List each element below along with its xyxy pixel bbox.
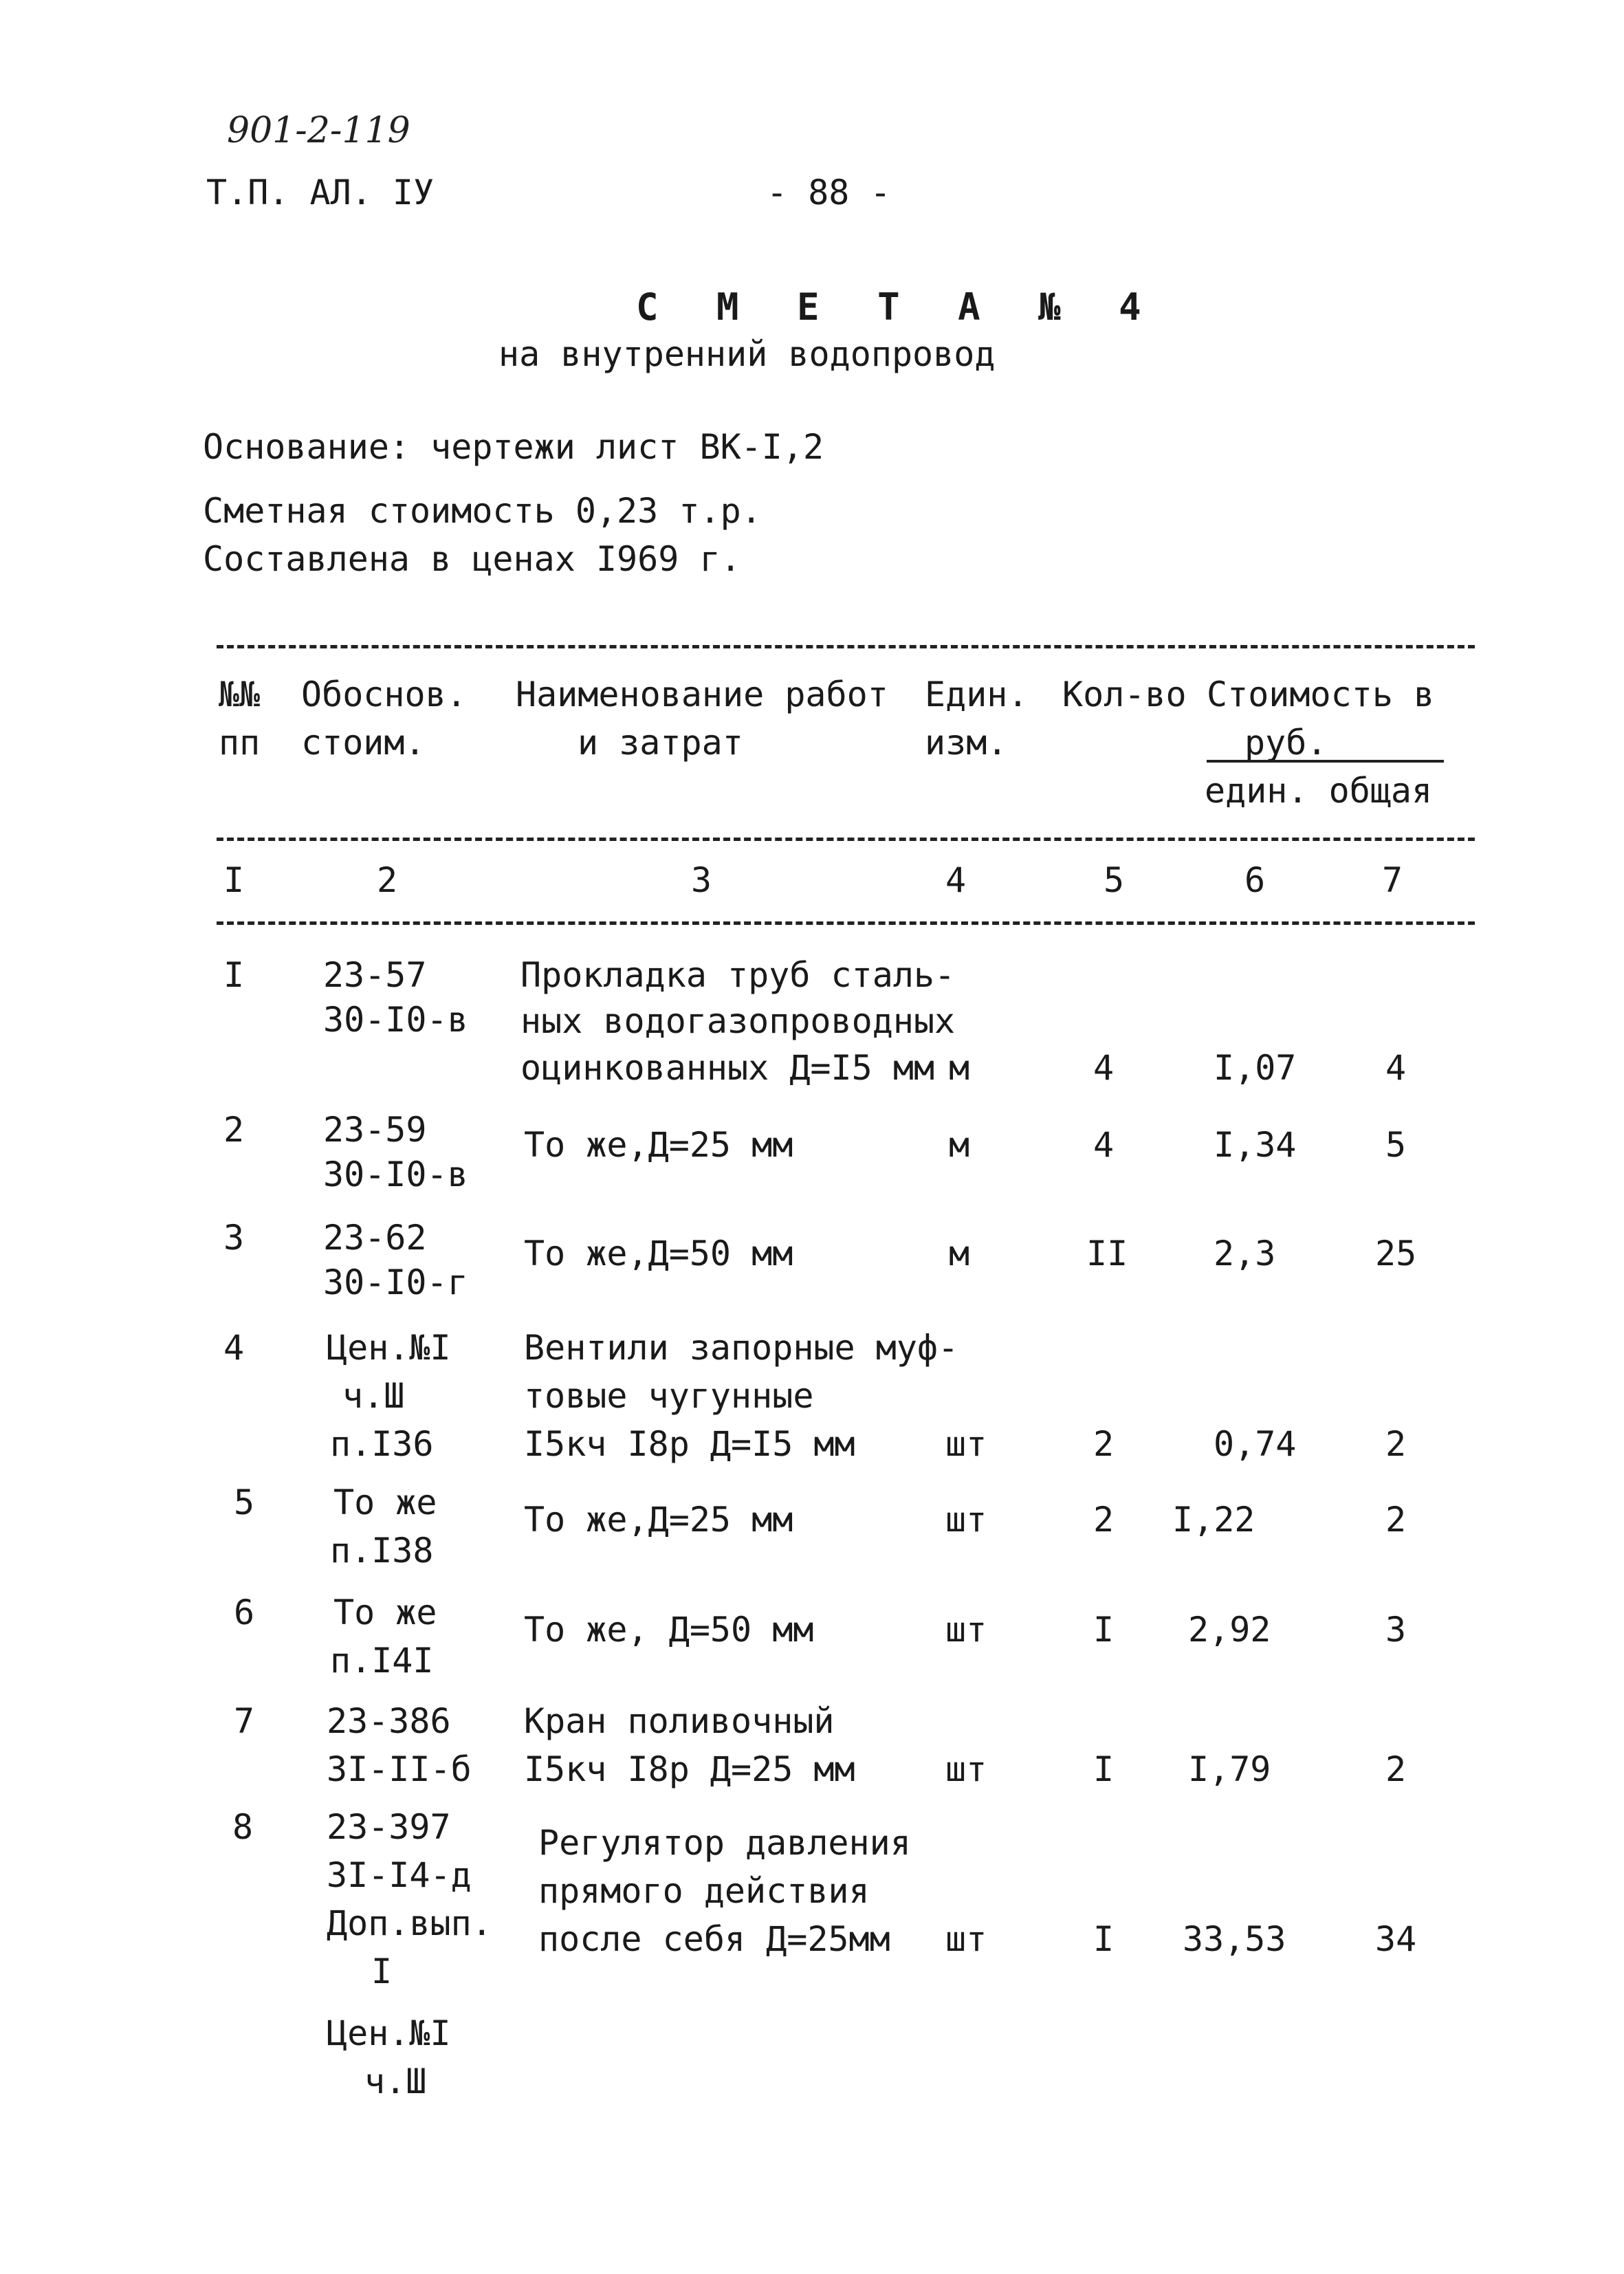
row-qty: 4 — [1093, 1125, 1115, 1165]
row-num: 4 — [223, 1328, 245, 1368]
col-name-header-1: Наименование работ — [516, 675, 888, 714]
row-total: 2 — [1385, 1749, 1407, 1789]
row-unit: шт — [945, 1424, 987, 1464]
row-num: I — [223, 955, 245, 995]
row-num: 2 — [223, 1110, 245, 1150]
row-basis: 30-I0-г — [323, 1262, 468, 1302]
row-name: То же,Д=25 мм — [524, 1500, 793, 1540]
row-name: Вентили запорные муф- — [524, 1328, 959, 1368]
col-basis-header-2: стоим. — [301, 723, 426, 763]
row-qty: 2 — [1093, 1500, 1115, 1540]
row-unit: шт — [945, 1500, 987, 1540]
row-qty: I — [1093, 1610, 1115, 1650]
col-cost-rub: руб. — [1244, 723, 1328, 763]
row-basis: Доп.вып. — [327, 1903, 492, 1943]
row-num: 6 — [234, 1593, 255, 1632]
header-rule — [217, 838, 1475, 841]
row-total: 3 — [1385, 1610, 1407, 1650]
row-price: 2,92 — [1188, 1610, 1271, 1650]
row-total: 5 — [1385, 1125, 1407, 1165]
row-unit: м — [949, 1125, 970, 1165]
row-total: 4 — [1385, 1048, 1407, 1088]
row-basis: То же — [333, 1483, 437, 1522]
row-basis: п.I38 — [330, 1531, 434, 1571]
col-unit-header-1: Един. — [925, 675, 1029, 714]
numbers-rule — [217, 921, 1475, 925]
row-basis: 23-59 — [323, 1110, 427, 1150]
row-basis: п.I4I — [330, 1641, 434, 1681]
row-num: 8 — [232, 1807, 254, 1847]
row-name: ных водогазопроводных — [520, 1001, 956, 1041]
row-qty: 2 — [1093, 1424, 1115, 1464]
row-unit: шт — [945, 1610, 987, 1650]
document-subtitle: на внутренний водопровод — [498, 334, 996, 374]
row-total: 2 — [1385, 1424, 1407, 1464]
col-number: 3 — [691, 860, 712, 900]
row-name: оцинкованных Д=I5 мм — [520, 1048, 935, 1088]
row-name: То же, Д=50 мм — [524, 1610, 814, 1650]
row-name: Регулятор давления — [538, 1823, 911, 1863]
col-unit-header-2: изм. — [925, 723, 1008, 763]
col-cost-header: Стоимость в — [1207, 675, 1435, 714]
col-number: 4 — [945, 860, 967, 900]
row-total: 2 — [1385, 1500, 1407, 1540]
row-total: 25 — [1375, 1234, 1417, 1273]
row-num: 7 — [234, 1701, 255, 1741]
col-num-header-2: пп — [219, 723, 261, 763]
col-basis-header-1: Обоснов. — [301, 675, 467, 714]
row-basis: 23-57 — [323, 955, 427, 995]
row-price: I,79 — [1188, 1749, 1271, 1789]
row-price: I,07 — [1214, 1048, 1297, 1088]
row-num: 3 — [223, 1218, 245, 1258]
row-basis: 23-62 — [323, 1218, 427, 1258]
col-qty-header: Кол-во — [1062, 675, 1187, 714]
row-basis: ч.Ш — [342, 1376, 405, 1416]
row-basis: ч.Ш — [364, 2062, 427, 2101]
row-price: I,34 — [1214, 1125, 1297, 1165]
document-ref: Т.П. АЛ. IУ — [206, 173, 435, 212]
row-basis: 3I-I4-д — [327, 1855, 472, 1895]
row-qty: I — [1093, 1919, 1115, 1959]
row-unit: шт — [945, 1919, 987, 1959]
row-name: товые чугунные — [524, 1376, 814, 1416]
row-qty: I — [1093, 1749, 1115, 1789]
row-total: 34 — [1375, 1919, 1417, 1959]
row-price: 33,53 — [1183, 1919, 1286, 1959]
row-basis: 30-I0-в — [323, 1000, 468, 1040]
table-top-rule — [217, 645, 1475, 648]
row-qty: II — [1086, 1234, 1128, 1273]
row-name: I5кч I8р Д=I5 мм — [524, 1424, 855, 1464]
col-number: 7 — [1382, 860, 1403, 900]
row-basis: 3I-II-б — [327, 1749, 472, 1789]
row-name: То же,Д=50 мм — [524, 1234, 793, 1273]
col-number: 6 — [1244, 860, 1266, 900]
row-name: Кран поливочный — [524, 1701, 835, 1741]
row-basis: I — [371, 1952, 393, 1991]
page-number: - 88 - — [767, 173, 891, 212]
col-number: 5 — [1104, 860, 1125, 900]
row-basis: п.I36 — [330, 1424, 434, 1464]
col-number: 2 — [377, 860, 398, 900]
document-title: С М Е Т А № 4 — [636, 285, 1159, 329]
cost-line: Сметная стоимость 0,23 т.р. — [203, 491, 762, 531]
row-unit: м — [949, 1234, 970, 1273]
col-name-header-2: и затрат — [578, 723, 743, 763]
row-unit: м — [949, 1048, 970, 1088]
cost-underline — [1207, 760, 1444, 763]
row-name: после себя Д=25мм — [538, 1919, 890, 1959]
row-basis: Цен.№I — [327, 2013, 451, 2053]
basis-line: Основание: чертежи лист ВК-I,2 — [203, 427, 824, 467]
row-name: То же,Д=25 мм — [524, 1125, 793, 1165]
row-qty: 4 — [1093, 1048, 1115, 1088]
row-name: I5кч I8р Д=25 мм — [524, 1749, 855, 1789]
row-basis: 23-386 — [327, 1701, 451, 1741]
row-name: Прокладка труб сталь- — [520, 955, 956, 995]
row-price: I,22 — [1172, 1500, 1255, 1540]
col-number: I — [223, 860, 245, 900]
handwritten-code: 901-2-119 — [227, 110, 410, 151]
row-basis: Цен.№I — [327, 1328, 451, 1368]
row-basis: То же — [333, 1593, 437, 1632]
row-price: 2,3 — [1214, 1234, 1276, 1273]
row-price: 0,74 — [1214, 1424, 1297, 1464]
col-cost-subheader: един. общая — [1205, 771, 1433, 811]
prices-line: Составлена в ценах I969 г. — [203, 539, 741, 579]
row-unit: шт — [945, 1749, 987, 1789]
row-basis: 23-397 — [327, 1807, 451, 1847]
row-name: прямого действия — [538, 1871, 870, 1911]
row-basis: 30-I0-в — [323, 1155, 468, 1194]
col-num-header-1: №№ — [219, 675, 261, 714]
row-num: 5 — [234, 1483, 255, 1522]
